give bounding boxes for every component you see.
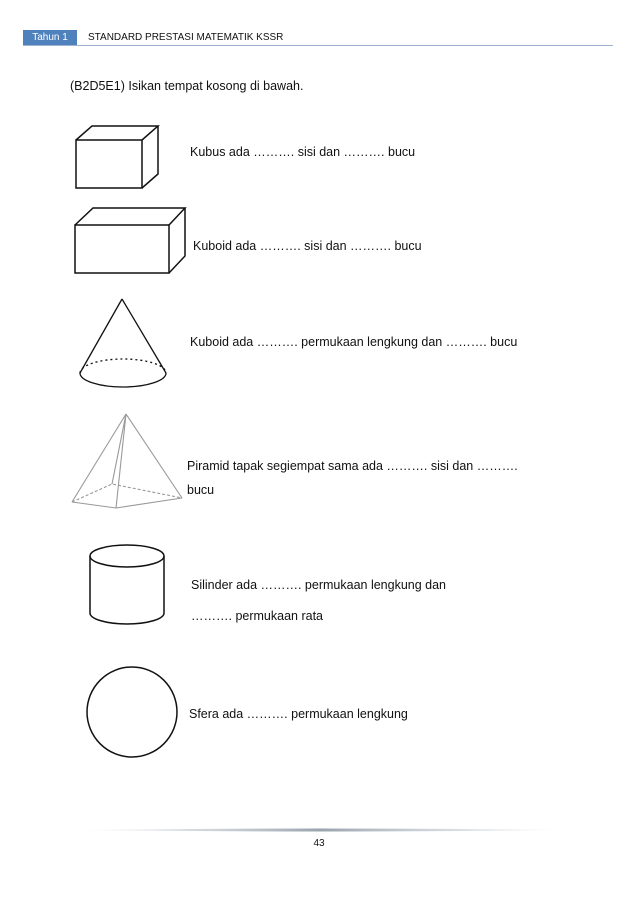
item-cuboid-text: Kuboid ada ………. sisi dan ………. bucu [193, 239, 422, 253]
cylinder-icon [87, 542, 167, 626]
item-cylinder-text-2: ………. permukaan rata [191, 609, 323, 623]
page-number: 43 [313, 838, 325, 849]
item-pyramid-text-1: Piramid tapak segiempat sama ada ………. sisi dan ………. [187, 459, 518, 473]
header-rule [23, 45, 613, 46]
item-cone-text: Kuboid ada ………. permukaan lengkung dan ………. bucu [190, 335, 518, 349]
item-sphere-text: Sfera ada ………. permukaan lengkung [189, 707, 408, 721]
cuboid-icon [73, 206, 188, 276]
item-cube-text: Kubus ada ………. sisi dan ………. bucu [190, 145, 416, 159]
pyramid-icon [70, 412, 186, 512]
header-title: STANDARD PRESTASI MATEMATIK KSSR [88, 32, 284, 43]
cone-icon [74, 297, 174, 397]
header-tag: Tahun 1 [23, 30, 77, 45]
item-pyramid-text-2: bucu [187, 483, 215, 497]
sphere-icon [85, 665, 179, 759]
cube-icon [74, 124, 164, 192]
instruction-text: (B2D5E1) Isikan tempat kosong di bawah. [70, 79, 304, 93]
item-cylinder-text-1: Silinder ada ………. permukaan lengkung dan [191, 578, 447, 592]
footer-rule [80, 828, 560, 832]
